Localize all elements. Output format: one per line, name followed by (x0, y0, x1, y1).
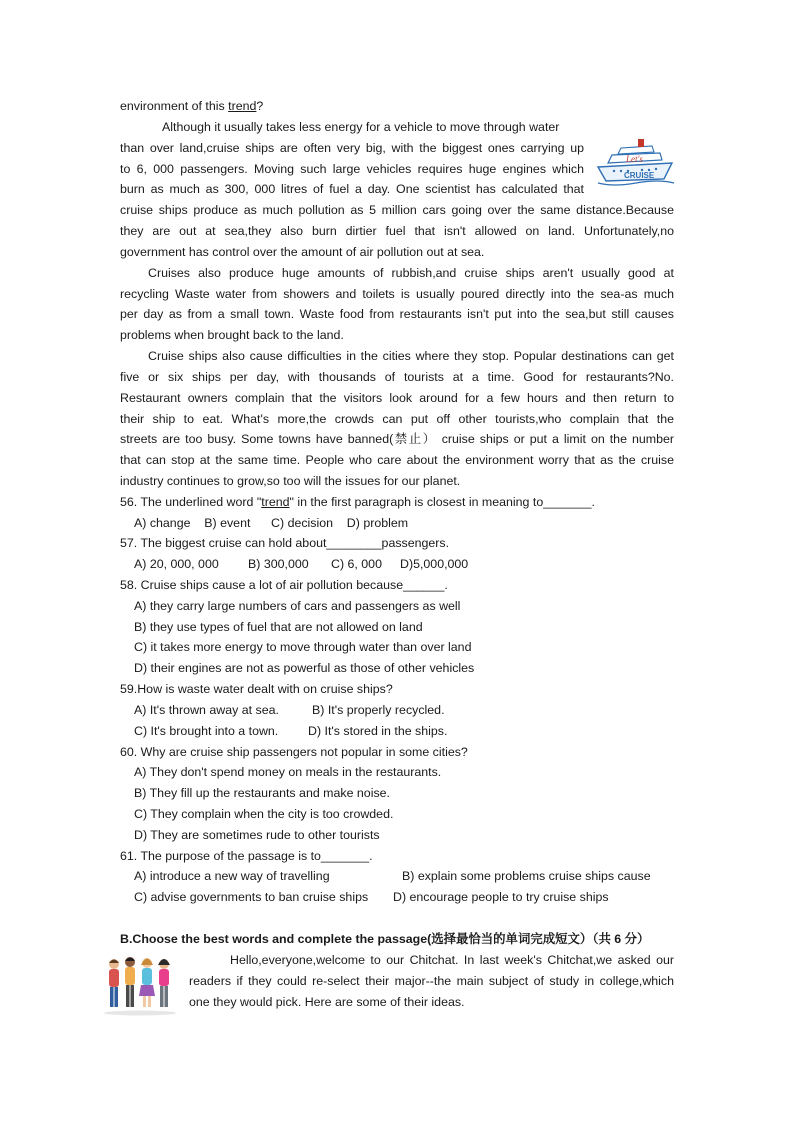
underlined-word-trend: trend (228, 99, 257, 113)
section-b-line-2: one they would pick. Here are some of their ideas. (189, 995, 465, 1009)
p2-line-0: Cruises also produce huge amounts of rubbish,and cruise ships aren't usually good at (148, 266, 674, 280)
text-run: environment of this (120, 99, 229, 113)
q58-option-b: B) they use types of fuel that are not allowed on land (134, 620, 423, 634)
q57-option-b: B) 300,000 (248, 557, 309, 571)
q60-option-d: D) They are sometimes rude to other tourists (134, 828, 380, 842)
p1-line-4: cruise ships produce as much pollution as 5 million cars going over the same distance.Because (120, 203, 674, 217)
q57-option-d: D)5,000,000 (400, 557, 469, 571)
q59-option-c: C) It's brought into a town. (134, 724, 279, 738)
p3-line-5: that can stop at the same time. People who care about the environment worry that as the cruise (120, 453, 674, 467)
section-b-heading: B.Choose the best words and complete the passage(选择最恰当的单词完成短文）（共 6 分） (120, 932, 650, 946)
q58-option-c: C) it takes more energy to move through water than over land (134, 640, 472, 654)
question-60: 60. Why are cruise ship passengers not popular in some cities? (120, 745, 468, 759)
p1-line-1: than over land,cruise ships are often very big, with the biggest ones carrying up (120, 141, 584, 155)
p1-line-3: burn as much as 300, 000 litres of fuel a day. One scientist has calculated that (120, 182, 584, 196)
q59-option-b: B) It's properly recycled. (312, 703, 445, 717)
p1-line-2: to 6, 000 passengers. Moving such large vehicles requires huge engines which (120, 162, 584, 176)
q61-option-c: C) advise governments to ban cruise ships (134, 890, 369, 904)
q60-option-a: A) They don't spend money on meals in the restaurants. (134, 765, 442, 779)
p3-line-1: five or six ships per day, with thousands of tourists at a time. Good for restaurants?No. (120, 370, 674, 384)
p3-line-3: their ship to eat. What's more,the crowds can put off other tourists,who complain that the (120, 412, 674, 426)
p3-line-6: industry continues to grow,so too will the issues for our planet. (120, 474, 461, 488)
p2-line-1: recycling Waste water from showers and toilets is usually poured directly into the sea-as much (120, 287, 674, 301)
q56-options: A) change B) event C) decision D) problem (134, 516, 409, 530)
ship-logo-text-1: Let's (626, 154, 643, 164)
q59-option-a: A) It's thrown away at sea. (134, 703, 279, 717)
question-61: 61. The purpose of the passage is to_______. (120, 849, 373, 863)
text-run: 56. The underlined word " (120, 495, 262, 509)
question-56 (120, 492, 595, 512)
students-image (100, 952, 180, 1016)
p3-line-4: streets are too busy. Some towns have banned(禁止） cruise ships or put a limit on the number (120, 432, 674, 446)
q58-option-d: D) their engines are not as powerful as those of other vehicles (134, 661, 475, 675)
p2-line-3: problems when brought back to the land. (120, 328, 344, 342)
q60-option-b: B) They fill up the restaurants and make noise. (134, 786, 390, 800)
text-run: ? (256, 99, 264, 113)
q61-option-d: D) encourage people to try cruise ships (393, 890, 609, 904)
question-58: 58. Cruise ships cause a lot of air pollution because______. (120, 578, 448, 592)
p3-line-2: Restaurant owners complain that the visitors look around for a few hours and then return to (120, 391, 674, 405)
underlined-word-trend-q56: trend (261, 495, 290, 509)
q57-option-a: A) 20, 000, 000 (134, 557, 219, 571)
text-run: " in the first paragraph is closest in meaning to_______. (289, 495, 595, 509)
section-b-line-1: readers if they could re-select their major--the main subject of study in college,which (189, 974, 674, 988)
section-b-line-0: Hello,everyone,welcome to our Chitchat. In last week's Chitchat,we asked our (230, 953, 674, 967)
cruise-ship-image (594, 133, 678, 189)
ship-logo-text-2: CRUISE (624, 171, 655, 180)
q60-option-c: C) They complain when the city is too crowded. (134, 807, 394, 821)
q59-option-d: D) It's stored in the ships. (308, 724, 448, 738)
question-57: 57. The biggest cruise can hold about________passengers. (120, 536, 450, 550)
p1-line-0: Although it usually takes less energy for a vehicle to move through water (162, 120, 560, 134)
q58-option-a: A) they carry large numbers of cars and passengers as well (134, 599, 461, 613)
p3-line-0: Cruise ships also cause difficulties in the cities where they stop. Popular destinations can get (148, 349, 674, 363)
question-59: 59.How is waste water dealt with on cruise ships? (120, 682, 393, 696)
q61-option-a: A) introduce a new way of travelling (134, 869, 330, 883)
p1-line-6: government has control over the amount of air pollution out at sea. (120, 245, 485, 259)
q57-option-c: C) 6, 000 (331, 557, 382, 571)
p2-line-2: per day as from a small town. Waste food from restaurants isn't put into the sea,but still causes (120, 307, 674, 321)
p1-line-5: they are out at sea,they also burn dirtier fuel that isn't allowed on land. Unfortunately,no (120, 224, 674, 238)
passage-line-0 (120, 96, 263, 116)
q61-option-b: B) explain some problems cruise ships cause (402, 869, 651, 883)
